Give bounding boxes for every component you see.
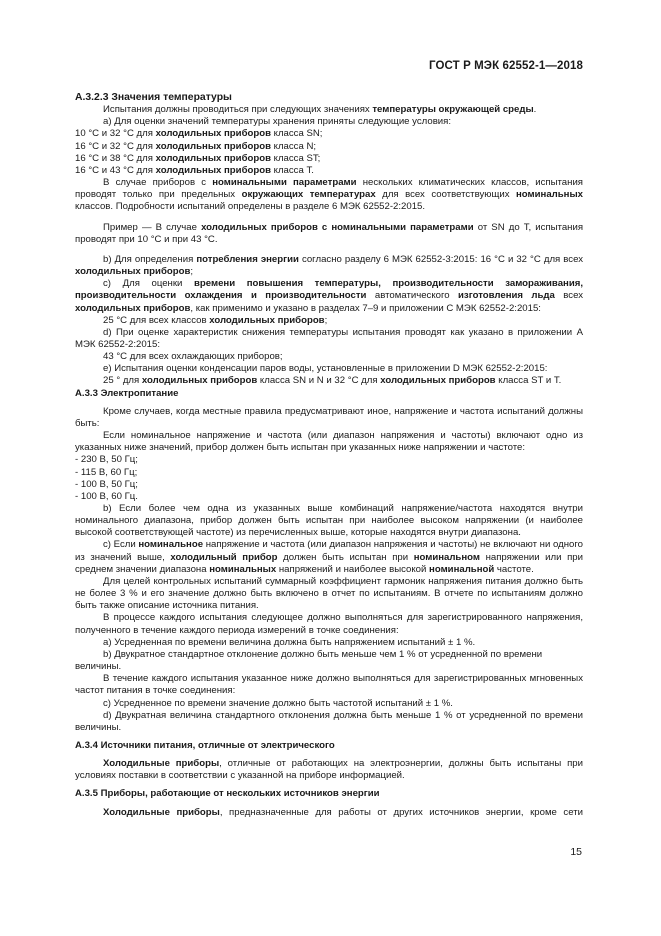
paragraph: Для целей контрольных испытаний суммарный коэффициент гармоник напряжения питания должно быть не более 3 % и его значение должно быть включено в отчет по испытаниям. В отчете по испытаниям должно быть также описание источника питания. [75, 575, 583, 612]
temp-line: 16 °C и 38 °C для холодильных приборов класса ST; [75, 152, 321, 164]
temp-line: 16 °C и 43 °C для холодильных приборов класса T. [75, 164, 314, 176]
paragraph: Холодильные приборы, отличные от работающих на электроэнергии, должны быть испытаны при условиях поставки в соответствии с указанной на приборе информацией. [75, 758, 583, 782]
paragraph: a) Для оценки значений температуры хранения приняты следующие условия: [103, 116, 452, 128]
paragraph: d) При оценке характеристик снижения температуры испытания проводят как указано в приложении A МЭК 62552-2:2015: [75, 326, 583, 350]
paragraph: Холодильные приборы, предназначенные для работы от других источников энергии, кроме сети [103, 806, 583, 818]
temp-line: 16 °C и 32 °C для холодильных приборов класса N; [75, 140, 317, 152]
page-body [75, 92, 583, 819]
paragraph: d) Двукратная величина стандартного отклонения должна быть меньше 1 % от усредненной по времени величины. [75, 709, 583, 733]
voltage-item: - 100 В, 50 Гц; [75, 478, 138, 490]
section-heading-a323: A.3.2.3 Значения температуры [75, 92, 232, 103]
paragraph: c) Если номинальное напряжение и частота (или диапазон напряжения и частоты) не включают ни одного из значений выше, холодильный прибор должен быть испытан при номинальном напряжении или при среднем значении диапазона номинальных напряжений и наиболее высокой номинальной частоте. [75, 539, 583, 575]
paragraph: Кроме случаев, когда местные правила предусматривают иное, напряжение и частота испытаний должны быть: [75, 405, 583, 429]
paragraph: c) Для оценки времени повышения температуры, производительности замораживания, производительности охлаждения и производительности автоматического изготовления льда всех холодильных приборов, как применимо и указано в разделах 7–9 и приложении C МЭК 62552-2:2015: [75, 278, 583, 314]
page-number: 15 [570, 846, 582, 858]
document-header: ГОСТ Р МЭК 62552-1—2018 [429, 60, 583, 72]
voltage-item: - 100 В, 60 Гц. [75, 490, 138, 502]
paragraph: 25 ° для холодильных приборов класса SN и N и 32 °C для холодильных приборов класса ST и T. [103, 375, 562, 387]
paragraph: a) Усредненная по времени величина должна быть напряжением испытаний ± 1 %. [103, 636, 476, 648]
section-heading-a33: A.3.3 Электропитание [75, 387, 179, 399]
section-heading-a34: A.3.4 Источники питания, отличные от электрического [75, 739, 335, 751]
paragraph: В случае приборов с номинальными параметрами нескольких климатических классов, испытания проводят только при предельных окружающих температурах для всех соответствующих номинальных классов. Подробности испытаний определены в разделе 6 МЭК 62552-2:2015. [75, 177, 583, 213]
temp-line: 10 °C и 32 °C для холодильных приборов класса SN; [75, 128, 323, 140]
paragraph: b) Для определения потребления энергии согласно разделу 6 МЭК 62552-3:2015: 16 °C и 32 °C для всех холодильных приборов; [75, 253, 583, 278]
voltage-item: - 230 В, 50 Гц; [75, 454, 138, 466]
paragraph: Испытания должны проводиться при следующих значениях температуры окружающей среды. [103, 104, 537, 116]
voltage-item: - 115 В, 60 Гц; [75, 466, 138, 478]
paragraph: Если номинальное напряжение и частота (или диапазон напряжения и частоты) включают одно из указанных ниже значений, прибор должен быть испытан при указанных ниже напряжении и частоте: [75, 430, 583, 454]
paragraph: b) Двукратное стандартное отклонение должно быть меньше чем 1 % от усредненной по времени величины. [75, 648, 543, 673]
section-heading-a35: A.3.5 Приборы, работающие от нескольких источников энергии [75, 788, 380, 800]
paragraph: В течение каждого испытания указанное ниже должно выполняться для зарегистрированных мгновенных частот питания в точке соединения: [75, 673, 583, 697]
paragraph: 25 °C для всех классов холодильных приборов; [103, 314, 328, 326]
paragraph: В процессе каждого испытания следующее должно выполняться для зарегистрированного напряжения, полученного в течение каждого периода измерений в точке соединения: [75, 612, 583, 636]
example-note: Пример — В случае холодильных приборов с номинальными параметрами от SN до T, испытания проводят при 10 °C и при 43 °C. [75, 221, 584, 245]
paragraph: b) Если более чем одна из указанных выше комбинаций напряжение/частота находятся внутри номинального диапазона, прибор должен быть испытан при наиболее высоком напряжении (и наиболее высокой соответствующей частоте) из перечисленных выше, которые находятся внутри диапазона. [75, 503, 583, 539]
paragraph: e) Испытания оценки конденсации паров воды, установленные в приложении D МЭК 62552-2:2015: [103, 363, 548, 375]
paragraph: c) Усредненное по времени значение должно быть частотой испытаний ± 1 %. [103, 697, 453, 709]
paragraph: 43 °C для всех охлаждающих приборов; [103, 351, 283, 363]
